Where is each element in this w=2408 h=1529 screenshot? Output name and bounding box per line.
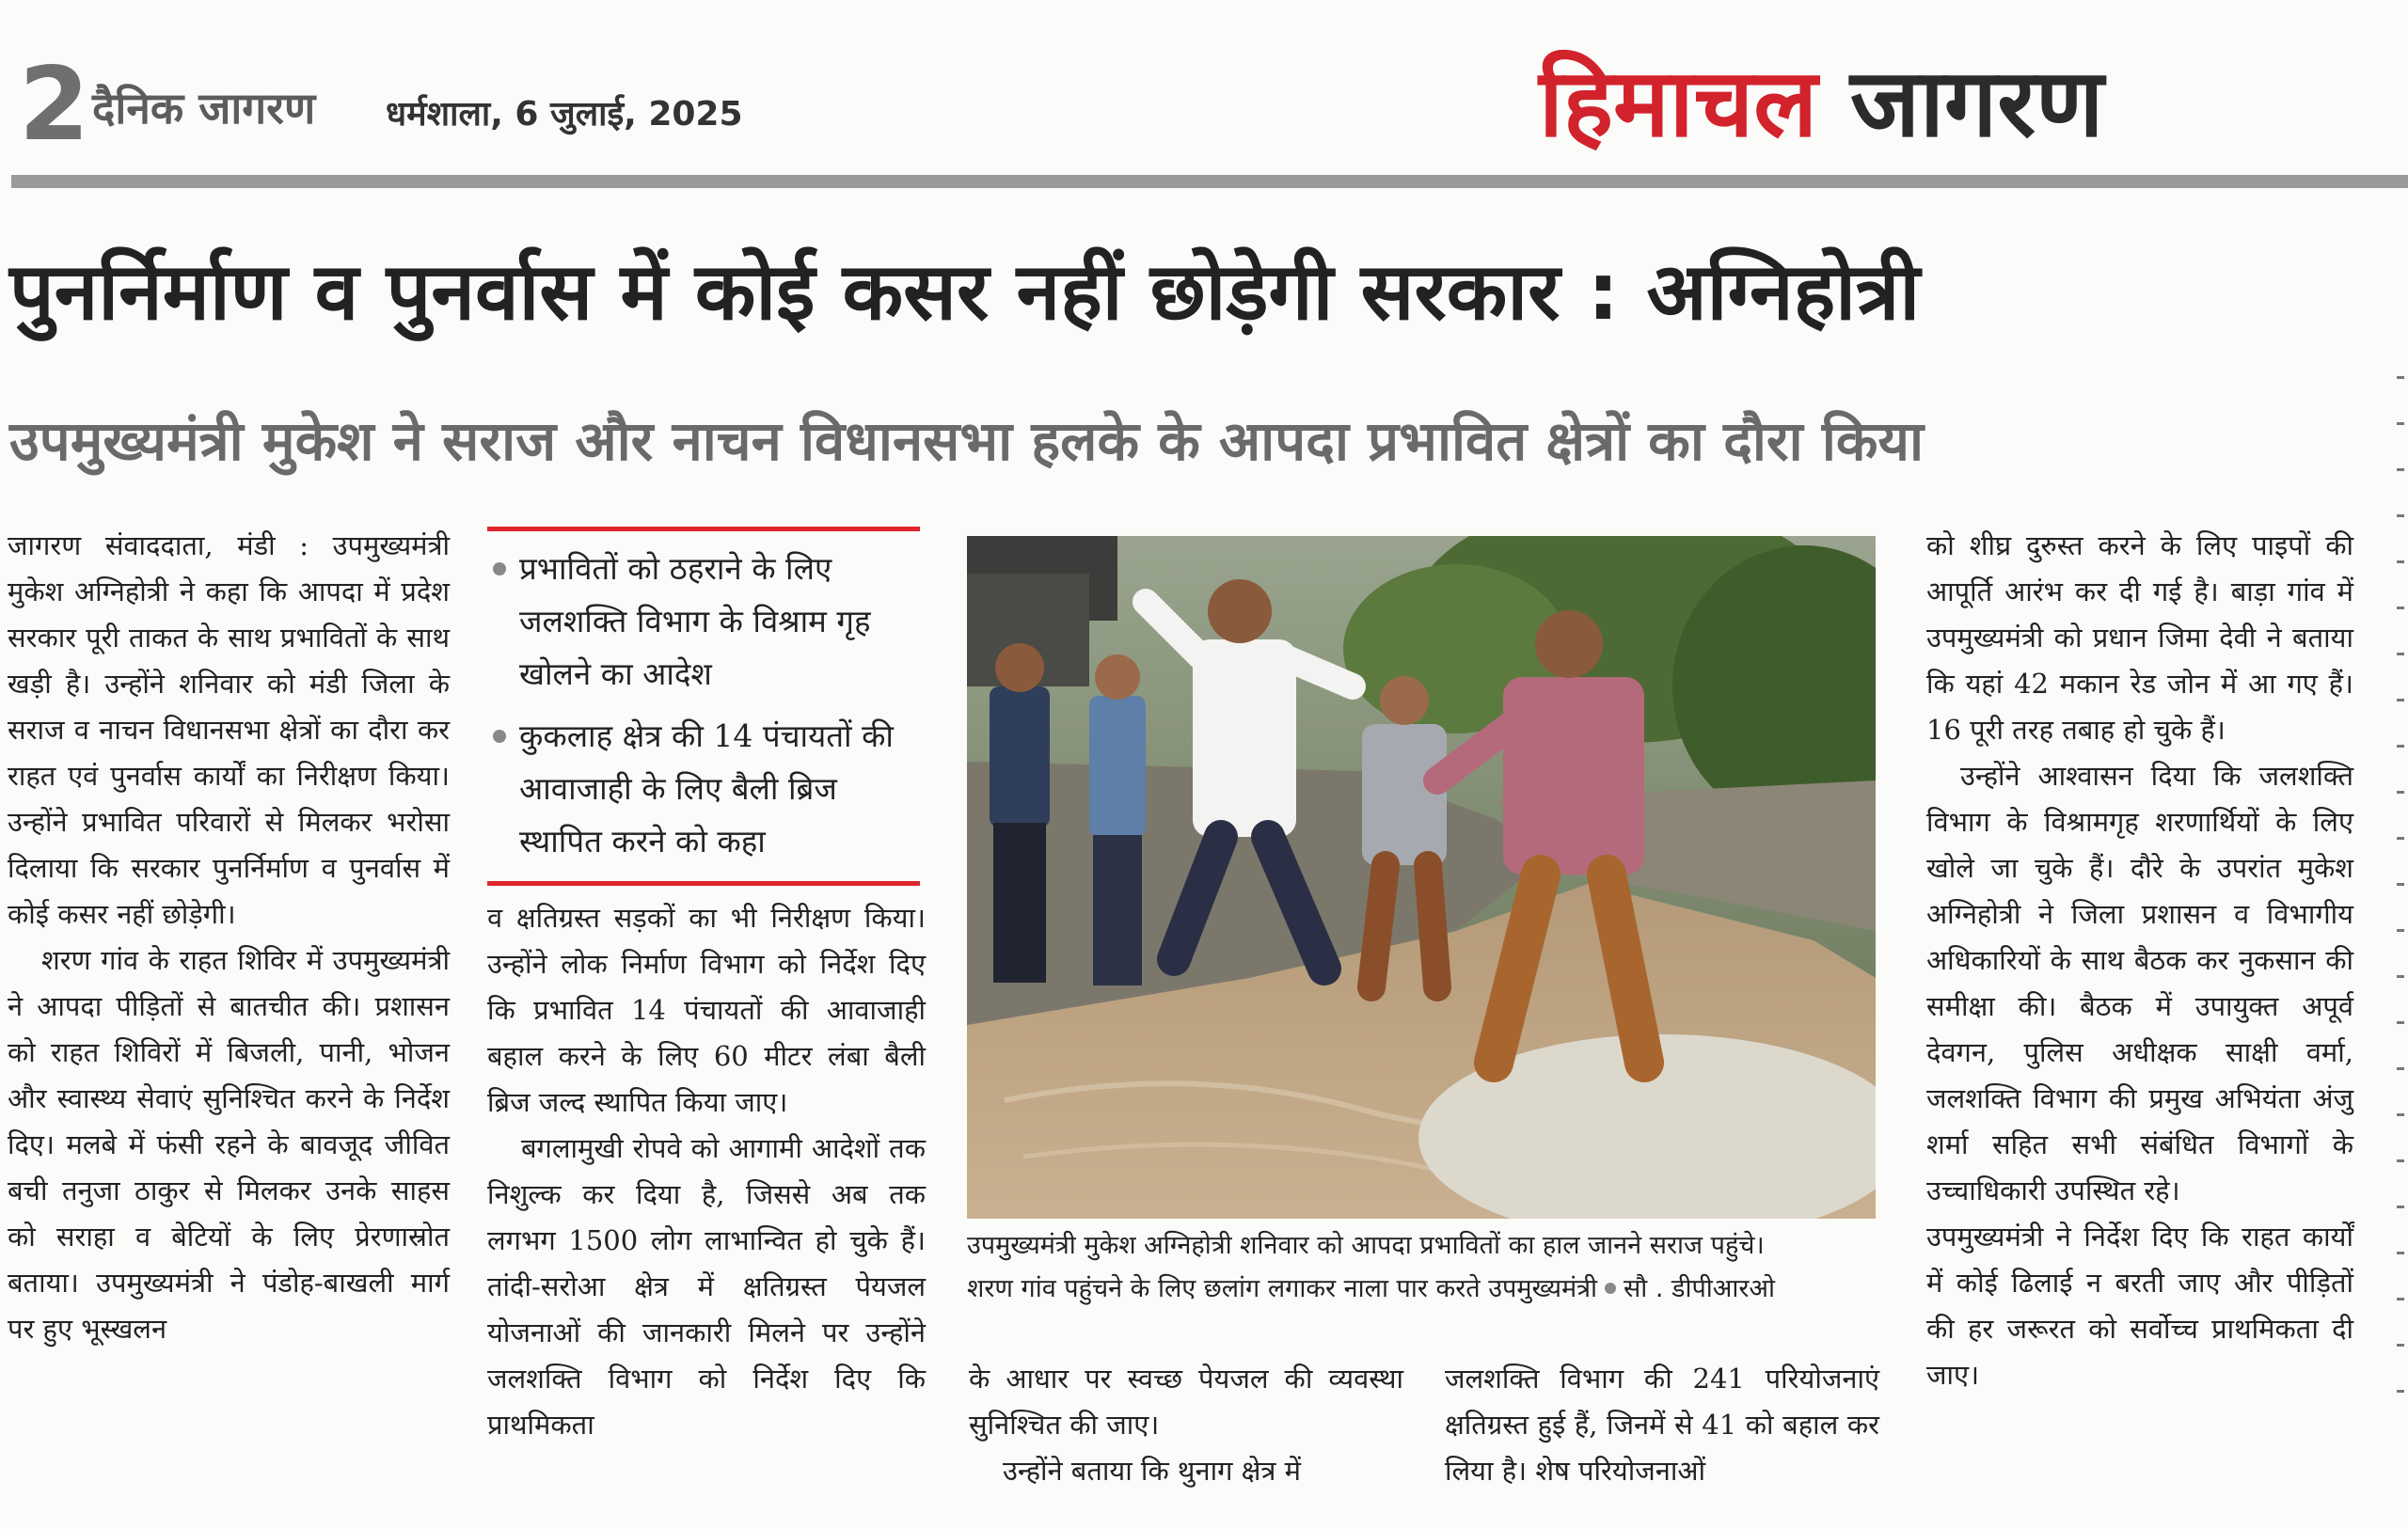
photo-caption	[967, 1224, 1889, 1311]
bullet-icon	[493, 562, 506, 575]
paragraph: शरण गांव के राहत शिविर में उपमुख्यमंत्री ने आपदा पीड़ितों से बातचीत की। प्रशासन को राहत शिविरों में बिजली, पानी, भोजन और स्वास्थ्य सेवाएं सुनिश्चित करने के निर्देश दिए। मलबे में फंसी रहने के बावजूद जीवित बची तनुजा ठाकुर से मिलकर उनके साहस को सराहा व बेटियों के लिए प्रेरणास्रोत बताया। उपमुख्यमंत्री ने पंडोह-बाखली मार्ग पर हुए भूस्खलन	[8, 944, 450, 1345]
highlight-item	[487, 710, 920, 868]
article-column-1	[8, 523, 450, 1352]
paragraph: उन्होंने आश्वासन दिया कि जलशक्ति विभाग के विश्रामगृह शरणार्थियों के लिए खोले जा चुके हैं। दौरे के उपरांत मुकेश अग्निहोत्री ने जिला प्रशासन व विभागीय अधिकारियों के साथ बैठक कर नुकसान की समीक्षा की। बैठक में उपायुक्त अपूर्व देवगन, पुलिस अधीक्षक साक्षी वर्मा, जलशक्ति विभाग की प्रमुख अभियंता अंजु शर्मा सहित सभी संबंधित विभागों के उच्चाधिकारी उपस्थित रहे।	[1926, 760, 2353, 1206]
paragraph: जलशक्ति विभाग की 241 परियोजनाएं क्षतिग्रस्त हुई हैं, जिनमें से 41 को बहाल कर लिया है। शेष परियोजनाओं	[1445, 1363, 1879, 1487]
section-brand-part1: हिमाचल	[1539, 48, 1817, 158]
paragraph: के आधार पर स्वच्छ पेयजल की व्यवस्था सुनिश्चित की जाए।	[969, 1363, 1403, 1441]
article-headline: पुनर्निर्माण व पुनर्वास में कोई कसर नहीं छोड़ेगी सरकार : अग्निहोत्री	[9, 245, 1921, 338]
paragraph: को शीघ्र दुरुस्त करने के लिए पाइपों की आपूर्ति आरंभ कर दी गई है। बाड़ा गांव में उपमुख्यमंत्री को प्रधान जिमा देवी ने बताया कि यहां 42 मकान रेड जोन में आ गए हैं। 16 पूरी तरह तबाह हो चुके हैं।	[1926, 529, 2353, 746]
highlight-item	[487, 543, 920, 701]
adjacent-column-edge	[2397, 376, 2408, 1486]
newspaper-name: दैनिक जागरण	[92, 83, 316, 134]
highlights-box	[487, 527, 920, 886]
paragraph: उन्होंने बताया कि थुनाग क्षेत्र में	[1003, 1455, 1301, 1487]
masthead-rule	[11, 175, 2408, 188]
article-column-2	[487, 895, 926, 1448]
article-subheadline: उपमुख्यमंत्री मुकेश ने सराज और नाचन विधानसभा हलके के आपदा प्रभावित क्षेत्रों का दौरा किया	[9, 409, 1925, 473]
dateline: धर्मशाला, 6 जुलाई, 2025	[386, 95, 743, 134]
highlights-bottom-rule	[487, 881, 920, 886]
bullet-icon	[493, 730, 506, 743]
news-photo	[967, 536, 1876, 1219]
caption-line-1: उपमुख्यमंत्री मुकेश अग्निहोत्री शनिवार को आपदा प्रभावितों का हाल जानने सराज पहुंचे।	[967, 1231, 1765, 1260]
photo-credit: सौ . डीपीआरओ	[1624, 1274, 1776, 1303]
flood-crossing-photo	[967, 536, 1876, 1219]
paragraph: उपमुख्यमंत्री ने निर्देश दिए कि राहत कार्यों में कोई ढिलाई न बरती जाए और पीड़ितों की हर जरूरत को सर्वोच्च प्राथमिकता दी जाए।	[1926, 1221, 2353, 1391]
paragraph: जागरण संवाददाता, मंडी : उपमुख्यमंत्री मुकेश अग्निहोत्री ने कहा कि आपदा में प्रदेश सरकार पूरी ताकत के साथ प्रभावितों के साथ खड़ी है। उन्होंने शनिवार को मंडी जिला के सराज व नाचन विधानसभा क्षेत्रों का दौरा कर राहत एवं पुनर्वास कार्यों का निरीक्षण किया। उन्होंने प्रभावित परिवारों से मिलकर भरोसा दिलाया कि सरकार पुनर्निर्माण व पुनर्वास में कोई कसर नहीं छोड़ेगी।	[8, 529, 450, 930]
highlights-top-rule	[487, 527, 920, 531]
page-number: 2	[19, 46, 90, 164]
article-column-4b	[1445, 1356, 1879, 1494]
paragraph: व क्षतिग्रस्त सड़कों का भी निरीक्षण किया। उन्होंने लोक निर्माण विभाग को निर्देश दिए कि प्रभावित 14 पंचायतों की आवाजाही बहाल करने के लिए 60 मीटर लंबा बैली ब्रिज जल्द स्थापित किया जाए।	[487, 902, 926, 1118]
section-brand-logo	[1539, 48, 2104, 158]
highlight-text: प्रभावितों को ठहराने के लिए जलशक्ति विभाग के विश्राम गृह खोलने का आदेश	[519, 550, 871, 692]
caption-line-2	[967, 1268, 1889, 1311]
bullet-icon	[1605, 1283, 1616, 1294]
section-brand-part2: जागरण	[1849, 48, 2104, 158]
paragraph: बगलामुखी रोपवे को आगामी आदेशों तक निशुल्क कर दिया है, जिससे अब तक लगभग 1500 लोग लाभान्वित हो चुके हैं। तांदी-सरोआ क्षेत्र में क्षतिग्रस्त पेयजल योजनाओं की जानकारी मिलने पर उन्होंने जलशक्ति विभाग को निर्देश दिए कि प्राथमिकता	[487, 1132, 926, 1441]
caption-text: शरण गांव पहुंचने के लिए छलांग लगाकर नाला पार करते उपमुख्यमंत्री	[967, 1274, 1598, 1303]
highlight-text: कुकलाह क्षेत्र की 14 पंचायतों की आवाजाही के लिए बैली ब्रिज स्थापित करने को कहा	[519, 717, 894, 859]
article-column-3	[1926, 523, 2353, 1398]
article-column-4a	[969, 1356, 1403, 1494]
